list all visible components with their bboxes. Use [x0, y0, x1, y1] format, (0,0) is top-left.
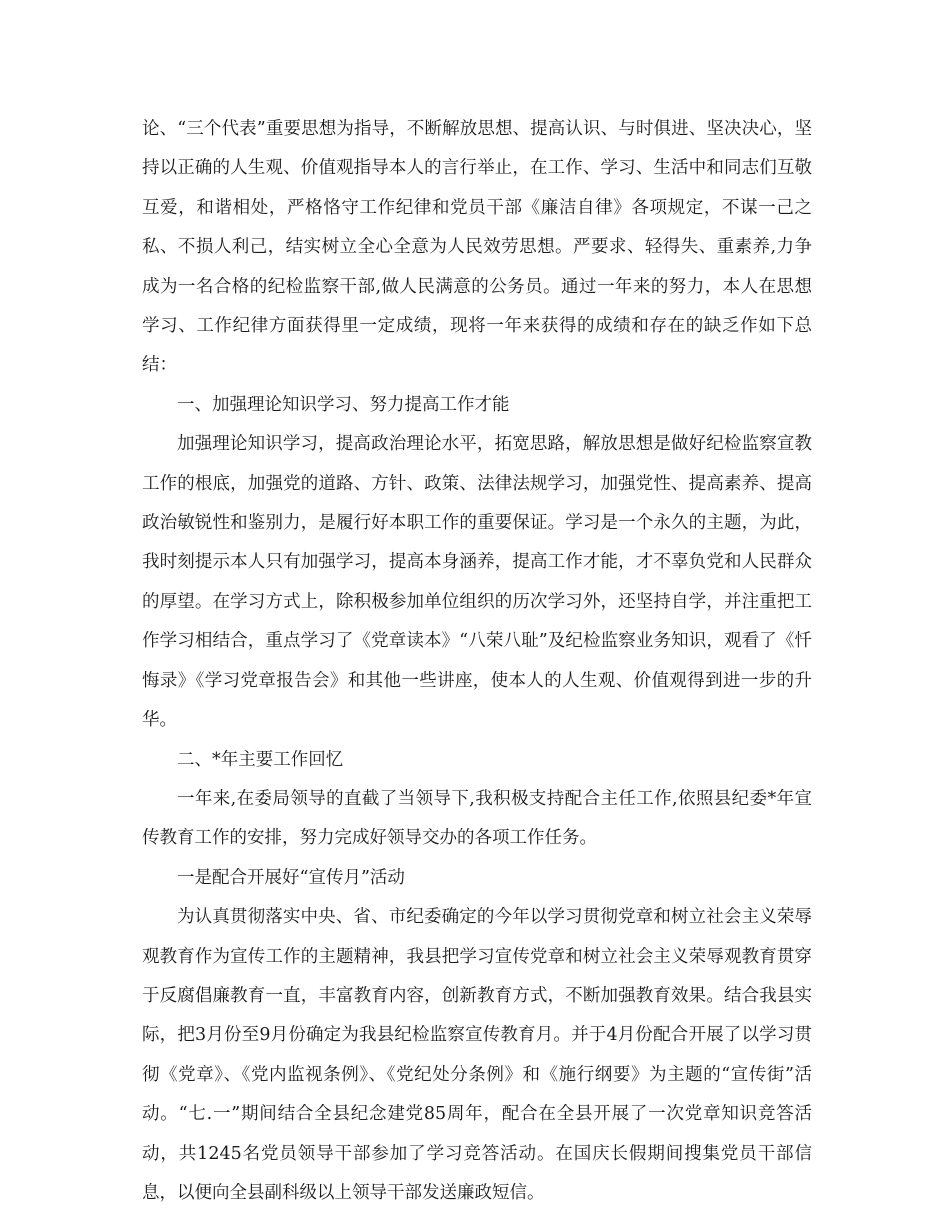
section-heading-2: 二、*年主要工作回忆 — [177, 749, 344, 770]
subsection-heading-publicity-month: 一是配合开展好“宣传月”活动 — [177, 867, 405, 888]
paragraph-publicity-month: 为认真贯彻落实中央、省、市纪委确定的今年以学习贯彻党章和树立社会主义荣辱观教育作为宣传工作的主题精神，我县把学习宣传党章和树立社会主义荣辱观教育贯穿于反腐倡廉教育一直，丰富教育内容，创新教育方式，不断加强教育效果。结合我县实际，把3月份至9月份确定为我县纪检监察宣传教育月。并于4月份配合开展了以学习贯彻《党章》、《党内监视条例》、《党纪处分条例》和《施行纲要》为主题的“宣传街”活动。“七.一”期间结合全县纪念建党85周年，配合在全县开展了一次党章知识竞答活动，共1245名党员领导干部参加了学习竞答活动。在国庆长假期间搜集党员干部信息，以便向全县副科级以上领导干部发送廉政短信。 — [142, 907, 812, 1203]
paragraph-intro: 论、“三个代表”重要思想为指导，不断解放思想、提高认识、与时俱进、坚决决心，坚持以正确的人生观、价值观指导本人的言行举止，在工作、学习、生活中和同志们互敬互爱，和谐相处，严格恪守工作纪律和党员干部《廉洁自律》各项规定，不谋一己之私、不损人利己，结实树立全心全意为人民效劳思想。严要求、轻得失、重素养,力争成为一名合格的纪检监察干部,做人民满意的公务员。通过一年来的努力，本人在思想学习、工作纪律方面获得里一定成绩，现将一年来获得的成绩和存在的缺乏作如下总结： — [142, 119, 812, 376]
paragraph-theory-study: 加强理论知识学习，提高政治理论水平，拓宽思路，解放思想是做好纪检监察宣教工作的根底，加强党的道路、方针、政策、法律法规学习，加强党性、提高素养、提高政治敏锐性和鉴别力，是履行好本职工作的重要保证。学习是一个永久的主题，为此，我时刻提示本人只有加强学习，提高本身涵养，提高工作才能，才不辜负党和人民群众的厚望。在学习方式上，除积极参加单位组织的历次学习外，还坚持自学，并注重把工作学习相结合，重点学习了《党章读本》“八荣八耻”及纪检监察业务知识，观看了《忏悔录》《学习党章报告会》和其他一些讲座，使本人的人生观、价值观得到进一步的升华。 — [142, 434, 812, 731]
paragraph-work-review: 一年来,在委局领导的直截了当领导下,我积极支持配合主任工作,依照县纪委*年宣传教育工作的安排，努力完成好领导交办的各项工作任务。 — [142, 788, 812, 849]
section-heading-1: 一、加强理论知识学习、努力提高工作才能 — [177, 394, 510, 415]
document-page — [142, 110, 812, 1213]
